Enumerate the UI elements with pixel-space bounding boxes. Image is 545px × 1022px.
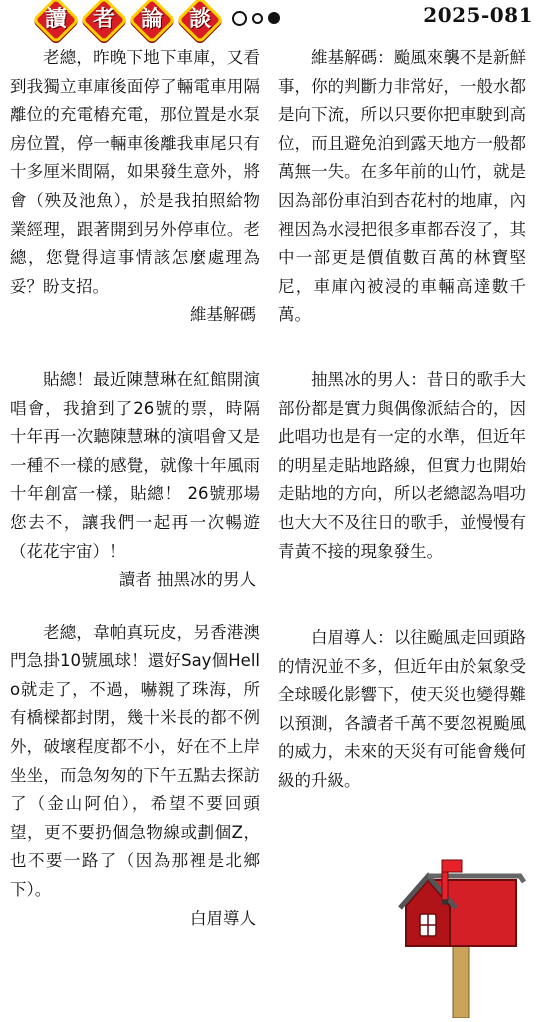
reply-text: 維基解碼：颱風來襲不是新鮮事，你的判斷力非常好，一般水都是向下流，所以只要你把車駛到高位，而且避免泊到露天地方一般都萬無一失。在多年前的山竹，就是因為部份車泊到杏花村的地庫，內裡因為水浸把很多車都吞沒了，其中一部更是價值數百萬的林寶堅尼，車庫內被浸的車輛高達數千萬。 (278, 48, 526, 325)
decor-dot-icon (268, 12, 280, 24)
issue-date: 2025-081 (423, 3, 533, 27)
letter-signature: 白眉導人 (190, 908, 256, 928)
decor-circle-icon (232, 11, 247, 26)
title-badge-2 (80, 0, 128, 44)
title-char: 讀 (44, 7, 67, 32)
title-badge-1 (32, 0, 80, 44)
reader-letters-column (10, 44, 260, 933)
letter-text: 老總，昨晚下地下車庫，又看到我獨立車庫後面停了輛電車用隔離位的充電樁充電，那位置是水泵房位置，停一輛車後離我車尾只有十多厘米間隔，如果發生意外，將會（殃及池魚），於是我拍照給物業經理，跟著開到另外停車位。老總，您覺得這事情該怎麼處理為妥？盼支招。 (10, 48, 260, 296)
title-badge-3 (128, 0, 176, 44)
replies-column (278, 44, 526, 796)
title-char: 談 (188, 7, 211, 32)
reply-text: 抽黑冰的男人：昔日的歌手大部份都是實力與偶像派結合的，因此唱功也是有一定的水準，但近年的明星走貼地路線，但實力也開始走貼地的方向，所以老總認為唱功也大大不及往日的歌手，並慢慢有青黃不接的現象發生。 (278, 369, 526, 561)
letter-signature: 讀者 抽黑冰的男人 (118, 570, 256, 590)
reply-text: 白眉導人：以往颱風走回頭路的情況並不多，但近年由於氣象受全球暖化影響下，使天災也變得難以預測，各讀者千萬不要忽視颱風的威力，未來的天災有可能會幾何級的升級。 (278, 628, 526, 791)
letter-text: 老總，韋帕真玩皮，另香港澳門急掛10號風球！還好Say個Hello就走了，不過，嚇親了珠海，所有橋樑都封閉，幾十米長的都不例外，破壞程度都不小，好在不上岸坐坐，而急匆匆的下午五點去探訪了（金山阿伯），希望不要回頭望，更不要扔個急物線或劃個Z，也不要一路了（因為那裡是北鄉下）。 (10, 622, 260, 900)
title-char: 者 (92, 7, 115, 32)
title-badge-4 (176, 0, 224, 44)
title-char: 論 (140, 7, 163, 32)
mailbox-icon (398, 858, 528, 1018)
letter-text: 貼總！最近陳慧琳在紅館開演唱會，我搶到了26號的票，時隔十年再一次聽陳慧琳的演唱會又是一種不一樣的感覺，就像十年風雨十年創富一樣，貼總！ 26號那場您去不，讓我們一起再一次暢遊（花花宇宙）！ (10, 369, 260, 561)
letter-signature: 維基解碼 (190, 305, 256, 325)
header (0, 0, 545, 36)
decor-circle-small-icon (252, 13, 263, 24)
